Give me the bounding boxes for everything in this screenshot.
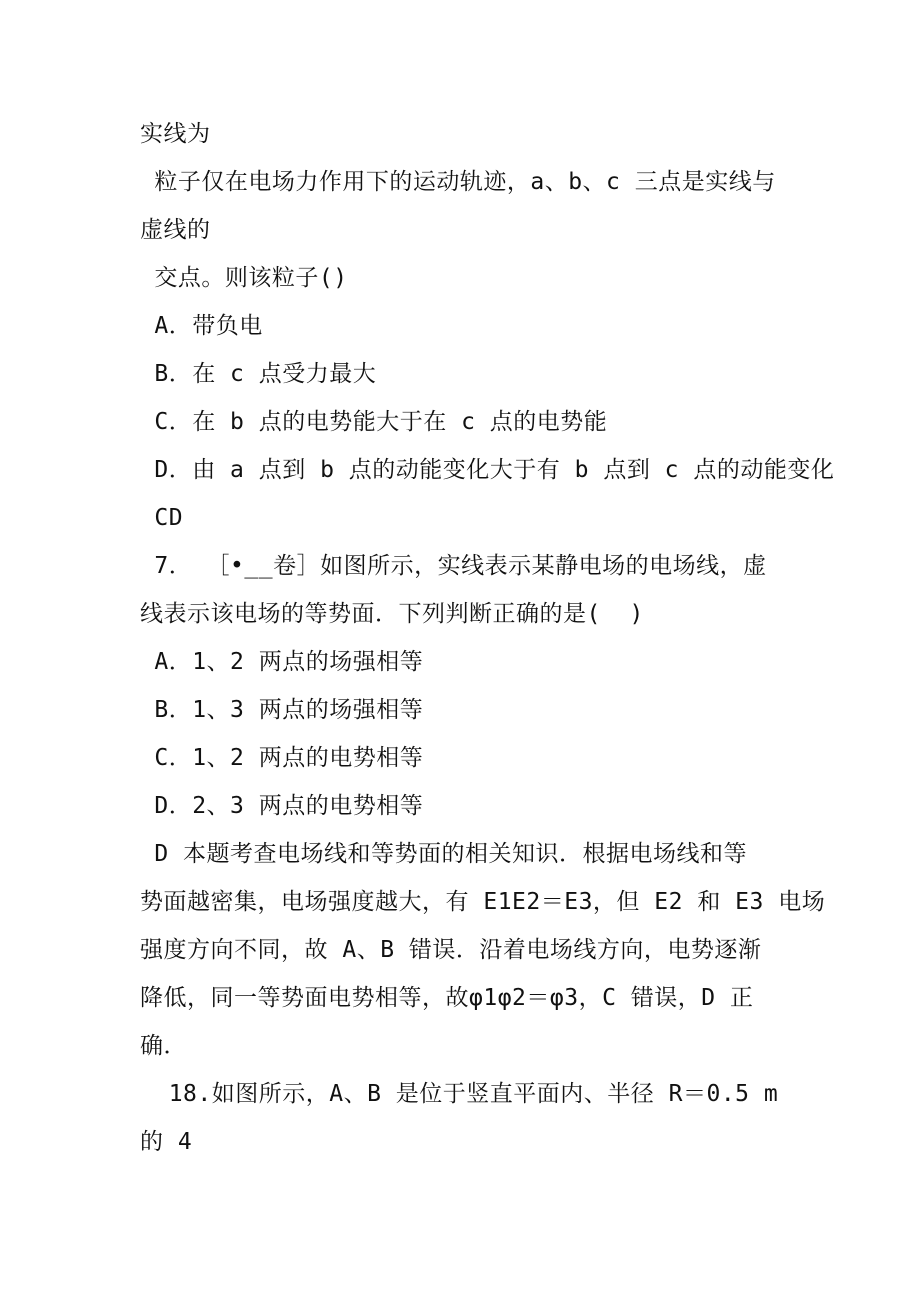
text-line-12: A．1、2 两点的场强相等: [140, 649, 424, 675]
text-line-22: 的 4: [140, 1129, 193, 1155]
text-line-5: A．带负电: [140, 313, 263, 339]
text-line-9: CD: [140, 505, 184, 531]
text-line-10: 7． ［•__卷］如图所示，实线表示某静电场的电场线，虚: [140, 553, 767, 579]
text-line-4: 交点。则该粒子(): [140, 265, 348, 291]
text-line-20: 确．: [140, 1033, 187, 1059]
text-line-7: C．在 b 点的电势能大于在 c 点的电势能: [140, 409, 608, 435]
text-line-19: 降低，同一等势面电势相等，故φ1φ2＝φ3，C 错误，D 正: [140, 985, 754, 1011]
text-line-1: 实线为: [140, 121, 211, 147]
text-line-16: D 本题考查电场线和等势面的相关知识．根据电场线和等: [140, 841, 748, 867]
text-line-2: 粒子仅在电场力作用下的运动轨迹，a、b、c 三点是实线与: [140, 169, 776, 195]
text-line-11: 线表示该电场的等势面．下列判断正确的是( ): [140, 601, 644, 627]
text-line-18: 强度方向不同，故 A、B 错误．沿着电场线方向，电势逐渐: [140, 937, 762, 963]
text-line-17: 势面越密集，电场强度越大，有 E1E2＝E3，但 E2 和 E3 电场: [140, 889, 826, 915]
text-line-14: C．1、2 两点的电势相等: [140, 745, 424, 771]
text-line-8: D．由 a 点到 b 点的动能变化大于有 b 点到 c 点的动能变化: [140, 457, 835, 483]
text-line-13: B．1、3 两点的场强相等: [140, 697, 424, 723]
text-line-3: 虚线的: [140, 217, 211, 243]
text-line-15: D．2、3 两点的电势相等: [140, 793, 424, 819]
text-line-21: 18.如图所示，A、B 是位于竖直平面内、半径 R＝0.5 m: [140, 1081, 779, 1107]
text-line-6: B．在 c 点受力最大: [140, 361, 377, 387]
